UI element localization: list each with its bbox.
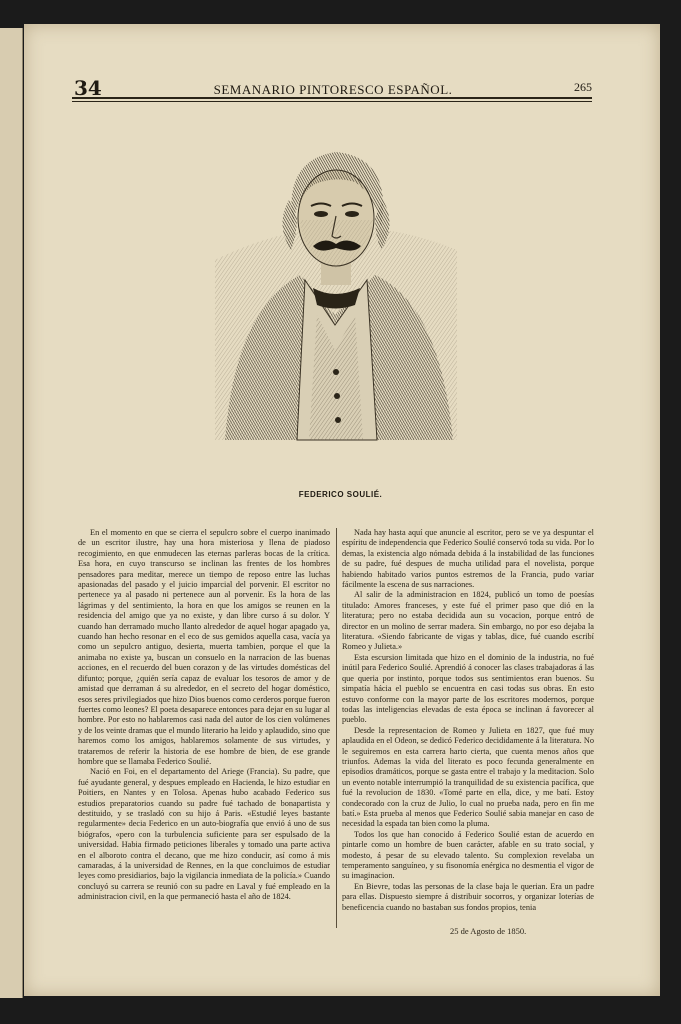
folio-number: 265 [574,80,592,94]
paragraph: Al salir de la administracion en 1824, publicó un tomo de poesías titulado: Amores franceses, y este fué el primer paso que dió en la literatura; pero no estaba decidida aun su vocacion, porque entró de director en un molino de serrar madera. Sin embargo, no por eso dejaba la literatura. «Siendo fabricante de vigas y tablas, dice, fué cuando escribí Romeo y Julieta.» [342,590,594,652]
header-rule [72,97,592,99]
paragraph: Nada hay hasta aquí que anuncie al escritor, pero se ve ya despuntar el espíritu de independencia que Federico Soulié conservó toda su vida. Por lo demas, la existencia algo nómada debida á la instabilidad de las funciones de su padre, fué despues de mucha utilidad para el novelista, porque habiendo habitado varios puntos estremos de la Francia, pudo variar fácilmente la escena de sus narraciones. [342,528,594,590]
article-column-right [342,528,594,913]
paragraph: En Bievre, todas las personas de la clase baja le querian. Era un padre para ellas. Dispuesto siempre á distribuir socorros, y organizar loterías de beneficencia cuando no bastaban sus fondos propios, tenia [342,881,594,912]
journal-title: SEMANARIO PINTORESCO ESPAÑOL. [213,82,453,97]
page-header [74,76,592,104]
page-number: 34 [74,76,102,100]
column-divider [336,528,337,928]
header-rule-thin [72,101,592,102]
previous-page-edge [0,28,23,998]
paragraph: Desde la representacion de Romeo y Julieta en 1827, que fué muy aplaudida en el Odeon, se dedicó Federico decididamente á la literatura. No le seguiremos en esta carrera harto cierta, que cuenta menos años que triunfos. Ademas la vida del literato es poco fecunda generalmente en episodios dramáticos, porque se gasta entre el trabajo y la meditacion. Solo un evento notable interrumpió la tranquilidad de su existencia pacífica, que fué la revolucion de 1830. «Tomé parte en ella, dice, y me batí. Estoy condecorado con la cruz de Julio, lo cual no prueba nada, pero en fin me batí.» Esta prueba al menos que Federico Soulié sabia manejar en caso de necesidad la espada tan bien como la pluma. [342,725,594,829]
portrait-engraving [205,140,467,470]
paragraph: Nació en Foi, en el departamento del Ariege (Francia). Su padre, que fué ayudante general, y despues empleado en Hacienda, le hizo estudiar en Poitiers, en Nantes y en Tolosa. Apenas hubo acabado Federico sus estudios preparatorios cuando su padre fué tachado de bonapartista y destituido, y se trasladó con su hijo á Paris. «Estudié leyes bastante regularmente» decia Federico en un auto-biografía que envió á uno de sus biógrafos, «pero con la turbulencia suficiente para ser espulsado de la universidad. Habia firmado peticiones liberales y tomado una parte activa en el alboroto contra el decano, que me hizo conducir, así como á mis camaradas, á la universidad de Rennes, en la que concluimos de estudiar leyes como presidiarios, bajo la vigilancia inmediata de la policía.» Cuando concluyó su carrera se reunió con su padre en Laval y fué empleado en la administracion civil, en la que permaneció hasta el año de 1824. [78,767,330,902]
paragraph: Todos los que han conocido á Federico Soulié estan de acuerdo en pintarle como un hombre de buen carácter, afable en su trato social, y modesto, á pesar de su elevado talento. Su complexion revelaba un temperamento sanguíneo, y su fisonomía enérgica no desmentia el vigor de su imaginacion. [342,829,594,881]
portrait-caption: FEDERICO SOULIÉ. [298,490,383,499]
paragraph: En el momento en que se cierra el sepulcro sobre el cuerpo inanimado de un escritor ilustre, hay una hora misteriosa y llena de piadoso recogimiento, en que enmudecen las eternas parleras bocas de la crítica. Esa hora, en cuyo transcurso se inclinan las frentes de los hombres pensadores para meditar, merece un tiempo de reposo entre las luchas apasionadas del pasado y el juicio imparcial del porvenir. El escritor no pertenece ya al pasado ni pertenece aun al porvenir. Es la hora de las lágrimas y del sentimiento, la hora en que los amigos se reunen en la residencia del amigo que ya no existe, y dan libre curso á su dolor. Y cuando han derramado mucho llanto alrededor de aquel hogar apagado ya, cuando han hecho resonar en el eco de sus gemidos aquella casa, vacía ya como un sepulcro antiguo, desierta, muerta tambien, porque el que la animaba no existe ya, buscan un consuelo en la narracion de las buenas acciones, en el recuerdo del buen corazon y de las virtudes domésticas del difunto; porque, ¿quién sería capaz de evaluar los tesoros de amor y de amistad que derraman á su alrededor, en el secreto del hogar doméstico, esos seres privilegiados que hizo Dios buenos como cerderos porque fueron fuertes como leones? El poeta desaparece entonces para dejar en su lugar al hombre. Por esto no hablaremos casi nada del autor de los cien volúmenes y de los veinte dramas que el mundo literario ha leido y aplaudido, sino que haremos como los amigos, hablaremos solamente de sus virtudes, y trataremos de referir la historia de ese hombre de bien, de ese grande hombre que se llamaba Federico Soulié. [78,528,330,766]
paragraph: Esta escursion limitada que hizo en el dominio de la industria, no fué inútil para Federico Soulié. Aprendió á conocer las clases trabajadoras á las que queria por instinto, porque todos sus sentimientos eran buenos. Su simpatía hácia el pueblo se encuentra en casi todas sus obras. En esto estuvo conforme con la mayor parte de los escritores modernos, porque todas las inteligencias elevadas de esta época se inclinan á favorecer al pueblo. [342,652,594,725]
article-column-left [78,528,330,903]
date-line: 25 de Agosto de 1850. [450,926,527,936]
